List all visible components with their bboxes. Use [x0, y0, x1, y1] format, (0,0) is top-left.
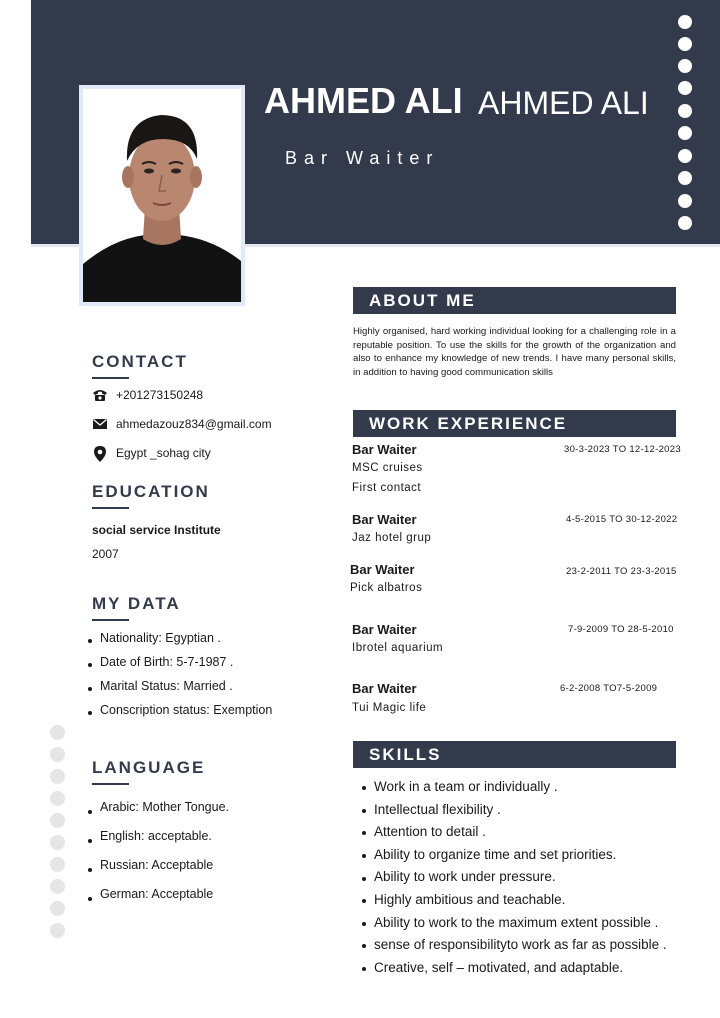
- decor-dot: [678, 104, 692, 118]
- decor-dot: [50, 857, 65, 872]
- job-place: Ibrotel aquarium: [352, 642, 444, 654]
- decor-dot: [50, 725, 65, 740]
- contact-title: CONTACT: [92, 352, 188, 371]
- job-place: Jaz hotel grup: [352, 532, 432, 544]
- job-role: Bar Waiter: [352, 512, 417, 527]
- decor-dot: [50, 923, 65, 938]
- contact-rule: [92, 377, 129, 379]
- skills-list: [360, 777, 667, 980]
- list-item: German: Acceptable: [86, 884, 229, 913]
- location-pin-icon: [92, 446, 108, 460]
- contact-location: [92, 446, 211, 460]
- education-rule: [92, 507, 129, 509]
- contact-email: [92, 417, 272, 431]
- list-item: Date of Birth: 5-7-1987 .: [86, 653, 272, 677]
- contact-phone: [92, 388, 203, 402]
- decor-dot: [50, 791, 65, 806]
- job-role: Bar Waiter: [352, 681, 417, 696]
- decor-dot: [678, 216, 692, 230]
- education-title: EDUCATION: [92, 482, 210, 501]
- list-item: Attention to detail .: [360, 822, 667, 845]
- job-role: Bar Waiter: [352, 622, 417, 637]
- work-title: WORK EXPERIENCE: [353, 410, 676, 437]
- email-text[interactable]: ahmedazouz834@gmail.com: [116, 417, 272, 431]
- my-data-rule: [92, 619, 129, 621]
- skills-title: SKILLS: [353, 741, 676, 768]
- decor-dot: [678, 171, 692, 185]
- decor-dot: [678, 194, 692, 208]
- location-text: Egypt _sohag city: [116, 446, 211, 460]
- about-title: ABOUT ME: [353, 287, 676, 314]
- decor-dot: [678, 37, 692, 51]
- list-item: Work in a team or individually .: [360, 777, 667, 800]
- list-item: Ability to organize time and set priorities.: [360, 845, 667, 868]
- portrait-illustration: [83, 89, 241, 302]
- decor-dot: [50, 835, 65, 850]
- decor-dot: [678, 126, 692, 140]
- job-place: First contact: [352, 482, 422, 494]
- job-date: 4-5-2015 TO 30-12-2022: [566, 514, 678, 525]
- job-place: Pick albatros: [350, 582, 423, 594]
- name-bold: AHMED ALI: [264, 80, 463, 121]
- education-institution: social service Institute: [92, 523, 221, 537]
- job-date: 30-3-2023 TO 12-12-2023: [564, 444, 681, 455]
- language-rule: [92, 783, 129, 785]
- decor-dot: [678, 15, 692, 29]
- list-item: Highly ambitious and teachable.: [360, 890, 667, 913]
- decor-dot: [50, 879, 65, 894]
- decor-dot: [50, 747, 65, 762]
- list-item: Marital Status: Married .: [86, 677, 272, 701]
- job-date: 7-9-2009 TO 28-5-2010: [568, 624, 674, 635]
- job-role: Bar Waiter: [350, 562, 415, 577]
- list-item: sense of responsibilityto work as far as possible .: [360, 935, 667, 958]
- language-list: [86, 797, 229, 913]
- list-item: Russian: Acceptable: [86, 855, 229, 884]
- decor-dot: [50, 901, 65, 916]
- list-item: Ability to work to the maximum extent possible .: [360, 913, 667, 936]
- job-place: MSC cruises: [352, 462, 423, 474]
- list-item: Creative, self – motivated, and adaptable.: [360, 958, 667, 981]
- list-item: Intellectual flexibility .: [360, 800, 667, 823]
- phone-icon: [92, 388, 108, 402]
- job-role: Bar Waiter: [352, 442, 417, 457]
- education-year: 2007: [92, 547, 119, 561]
- list-item: Ability to work under pressure.: [360, 867, 667, 890]
- job-date: 6-2-2008 TO7-5-2009: [560, 683, 658, 694]
- job-date: 23-2-2011 TO 23-3-2015: [566, 566, 677, 577]
- about-text: Highly organised, hard working individual looking for a challenging role in a reputable position. To use the skills for the growth of the organization and also to enhance my knowledge of new trends. I have many personal skills, in addition to having good communication skills: [353, 326, 676, 378]
- mail-icon: [92, 417, 108, 431]
- profile-photo: [83, 89, 241, 302]
- decor-dot: [678, 81, 692, 95]
- list-item: Conscription status: Exemption: [86, 701, 272, 725]
- list-item: English: acceptable.: [86, 826, 229, 855]
- decor-dot: [678, 59, 692, 73]
- decor-dot: [678, 149, 692, 163]
- my-data-list: [86, 629, 272, 725]
- profile-photo-frame: [79, 85, 245, 306]
- job-title: Bar Waiter: [285, 148, 440, 168]
- my-data-title: MY DATA: [92, 594, 181, 613]
- job-place: Tui Magic life: [352, 702, 427, 714]
- language-title: LANGUAGE: [92, 758, 206, 777]
- list-item: Nationality: Egyptian .: [86, 629, 272, 653]
- decor-dot: [50, 813, 65, 828]
- list-item: Arabic: Mother Tongue.: [86, 797, 229, 826]
- phone-text[interactable]: +201273150248: [116, 388, 204, 402]
- decor-dot: [50, 769, 65, 784]
- name-light: AHMED ALI: [478, 85, 649, 121]
